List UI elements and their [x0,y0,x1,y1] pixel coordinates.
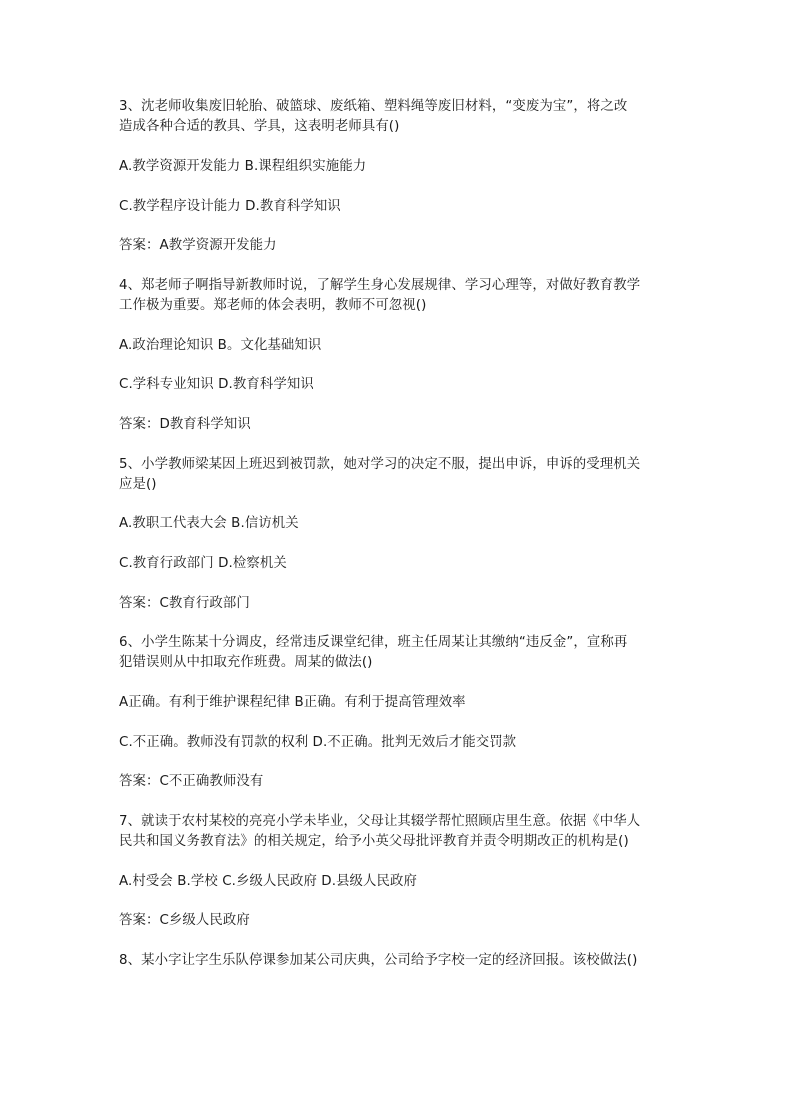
question-5-stem-line-2: 应是() [119,477,157,492]
question-6-stem-line-1: 6、小学生陈某十分调皮，经常违反课堂纪律，班主任周某让其缴纳“违反金”，宣称再 [119,635,628,650]
question-3-option-line-2: C.教学程序设计能力 D.教育科学知识 [119,199,341,214]
question-5-stem-line-1: 5、小学教师梁某因上班迟到被罚款，她对学习的决定不服，提出申诉，申诉的受理机关 [119,457,641,472]
question-6-option-line-2: C.不正确。教师没有罚款的权利 D.不正确。批判无效后才能交罚款 [119,735,517,750]
question-4-option-line-1: A.政治理论知识 B。文化基础知识 [119,338,322,353]
question-4-stem-line-1: 4、郑老师子啊指导新教师时说，了解学生身心发展规律、学习心理等，对做好教育教学 [119,278,641,293]
question-5-option-line-2: C.教育行政部门 D.检察机关 [119,556,287,571]
question-6-option-line-1: A正确。有利于维护课程纪律 B正确。有利于提高管理效率 [119,695,466,710]
question-4-stem-line-2: 工作极为重要。郑老师的体会表明，教师不可忽视() [119,298,427,313]
question-4-answer: 答案：D教育科学知识 [119,417,251,432]
question-3-stem-line-1: 3、沈老师收集废旧轮胎、破篮球、废纸箱、塑料绳等废旧材料，“变废为宝”，将之改 [119,99,628,114]
question-4-option-line-2: C.学科专业知识 D.教育科学知识 [119,377,314,392]
question-3-stem-line-2: 造成各种合适的教具、学具，这表明老师具有() [119,119,400,134]
question-7-option-line-1: A.村受会 B.学校 C.乡级人民政府 D.县级人民政府 [119,874,418,889]
question-3-answer: 答案：A教学资源开发能力 [119,238,277,253]
question-7-answer: 答案：C乡级人民政府 [119,913,250,928]
question-6-stem-line-2: 犯错误则从中扣取充作班费。周某的做法() [119,655,373,670]
question-3-option-line-1: A.教学资源开发能力 B.课程组织实施能力 [119,159,367,174]
question-7-stem-line-1: 7、就读于农村某校的亮亮小学未毕业，父母让其辍学帮忙照顾店里生意。依据《中华人 [119,814,641,829]
question-5-answer: 答案：C教育行政部门 [119,596,250,611]
question-6-answer: 答案：C不正确教师没有 [119,774,264,789]
question-7-stem-line-2: 民共和国义务教育法》的相关规定，给予小英父母批评教育并责令明期改正的机构是() [119,834,629,849]
question-5-option-line-1: A.教职工代表大会 B.信访机关 [119,516,299,531]
question-8-stem-line-1: 8、某小字让字生乐队停课参加某公司庆典，公司给予字校一定的经济回报。该校做法() [119,953,638,968]
